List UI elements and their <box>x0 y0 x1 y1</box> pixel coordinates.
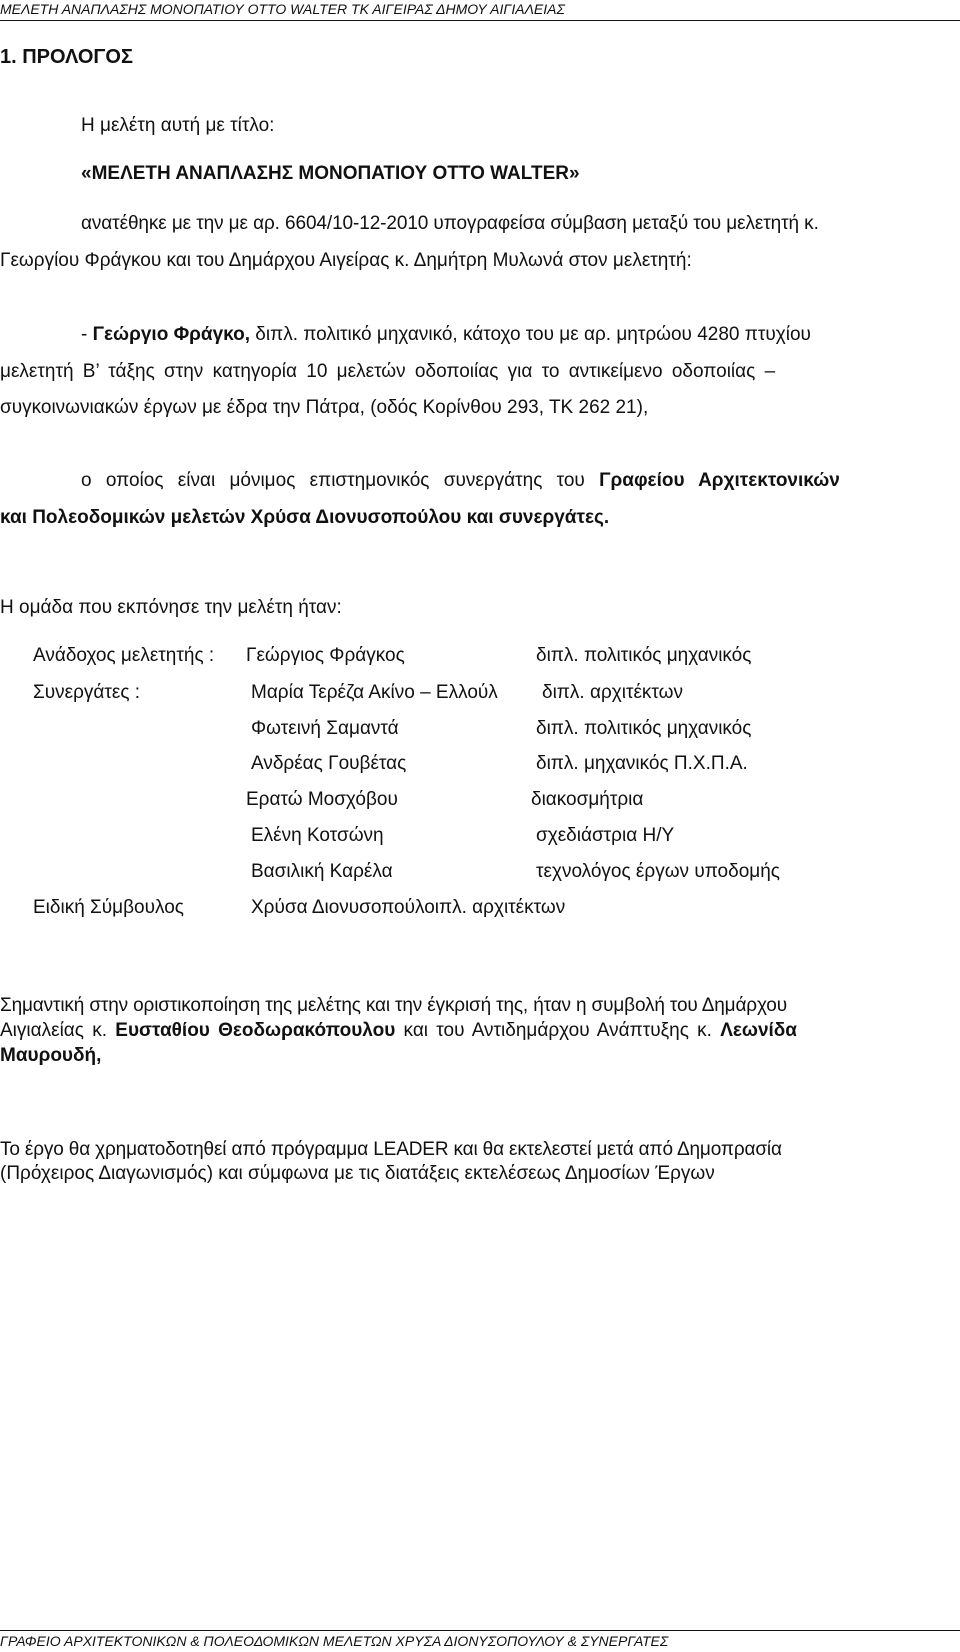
team-member-name: Γεώργιος Φράγκος <box>246 645 405 666</box>
running-header: ΜΕΛΕΤΗ ΑΝΑΠΛΑΣΗΣ ΜΟΝΟΠΑΤΙΟΥ ΟΤΤΟ WALTER ΤΚ ΑΙΓΕΙΡΑΣ ΔΗΜΟΥ ΑΙΓΙΑΛΕΙΑΣ <box>0 1 565 17</box>
engineer-prefix: - <box>81 324 93 345</box>
contribution-line-2 <box>0 1021 797 1040</box>
collaborator-line-1 <box>81 471 840 490</box>
office-name-2: και Πολεοδομικών μελετών Χρύσα Διονυσοπούλου και συνεργάτες. <box>0 507 610 528</box>
deputy-first-name: Λεωνίδα <box>720 1020 797 1041</box>
contract-line: ανατέθηκε με την με αρ. 6604/10-12-2010 υπογραφείσα σύμβαση μεταξύ του μελετητή κ. <box>81 213 819 234</box>
engineer-line-3: συγκοινωνιακών έργων με έδρα την Πάτρα, (οδός Κορίνθου 293, ΤΚ 262 21), <box>0 397 649 418</box>
header-rule <box>0 20 960 21</box>
team-role: Συνεργάτες : <box>33 682 141 703</box>
intro-line: Η μελέτη αυτή με τίτλο: <box>81 115 275 136</box>
engineer-credentials: διπλ. πολιτικό μηχανικό, κάτοχο του με αρ. μητρώου 4280 πτυχίου <box>250 324 811 345</box>
engineer-name: Γεώργιο Φράγκο, <box>92 324 251 345</box>
funding-line-1: Το έργο θα χρηματοδοτηθεί από πρόγραμμα LEADER και θα εκτελεστεί μετά από Δημοπρασία <box>0 1139 782 1160</box>
team-member-title: σχεδιάστρια Η/Υ <box>536 825 675 846</box>
team-member-name: Βασιλική Καρέλα <box>251 861 393 882</box>
team-role: Ειδική Σύμβουλος <box>33 897 184 918</box>
study-title: «ΜΕΛΕΤΗ ΑΝΑΠΛΑΣΗΣ ΜΟΝΟΠΑΤΙΟΥ ΟΤΤΟ WALTER» <box>81 163 580 184</box>
collaborator-text: ο οποίος είναι μόνιμος επιστημονικός συνεργάτης του <box>81 470 585 491</box>
team-member-title: διπλ. πολιτικός μηχανικός <box>536 645 752 666</box>
team-member-name: Μαρία Τερέζα Ακίνο – Ελλούλ <box>251 682 498 703</box>
contribution-line-1: Σημαντική στην οριστικοποίηση της μελέτης και την έγκρισή της, ήταν η συμβολή του Δημάρχου <box>0 995 787 1016</box>
deputy-surname: Μαυρουδή, <box>0 1045 102 1066</box>
team-member-name: Ερατώ Μοσχόβου <box>246 789 398 810</box>
contribution-text-b: και του Αντιδημάρχου Ανάπτυξης κ. <box>395 1020 721 1041</box>
section-title: 1. ΠΡΟΛΟΓΟΣ <box>0 46 133 68</box>
team-member-name: Ελένη Κοτσώνη <box>251 825 384 846</box>
footer-rule <box>0 1630 960 1631</box>
team-member-title: διπλ. πολιτικός μηχανικός <box>536 718 752 739</box>
team-member-title: διπλ. μηχανικός Π.Χ.Π.Α. <box>536 753 748 774</box>
funding-line-2: (Πρόχειρος Διαγωνισμός) και σύμφωνα με τις διατάξεις εκτελέσεως Δημοσίων Έργων <box>0 1163 715 1184</box>
office-name-1: Γραφείου Αρχιτεκτονικών <box>599 470 840 491</box>
team-member-title: διακοσμήτρια <box>531 789 644 810</box>
team-member-title: τεχνολόγος έργων υποδομής <box>536 861 780 882</box>
engineer-line-1 <box>81 325 811 344</box>
contribution-text-a: Αιγιαλείας κ. <box>0 1020 116 1041</box>
team-member-name: Ανδρέας Γουβέτας <box>251 753 407 774</box>
engineer-line-2: μελετητή Β’ τάξης στην κατηγορία 10 μελετών οδοποιίας για το αντικείμενο οδοποιίας – <box>0 361 776 382</box>
team-member-name: Χρύσα Διονυσοπούλοιπλ. αρχιτέκτων <box>251 897 566 918</box>
team-member-title: διπλ. αρχιτέκτων <box>542 682 683 703</box>
mayor-name: Ευσταθίου Θεοδωρακόπουλου <box>115 1020 396 1041</box>
team-intro: Η ομάδα που εκπόνησε την μελέτη ήταν: <box>0 597 342 618</box>
team-member-name: Φωτεινή Σαμαντά <box>251 718 399 739</box>
parties-line: Γεωργίου Φράγκου και του Δημάρχου Αιγείρας κ. Δημήτρη Μυλωνά στον μελετητή: <box>0 250 692 271</box>
running-footer: ΓΡΑΦΕΙΟ ΑΡΧΙΤΕΚΤΟΝΙΚΩΝ & ΠΟΛΕΟΔΟΜΙΚΩΝ ΜΕΛΕΤΩΝ ΧΡΥΣΑ ΔΙΟΝΥΣΟΠΟΥΛΟΥ & ΣΥΝΕΡΓΑΤΕΣ <box>0 1633 669 1649</box>
team-role: Ανάδοχος μελετητής : <box>33 645 215 666</box>
